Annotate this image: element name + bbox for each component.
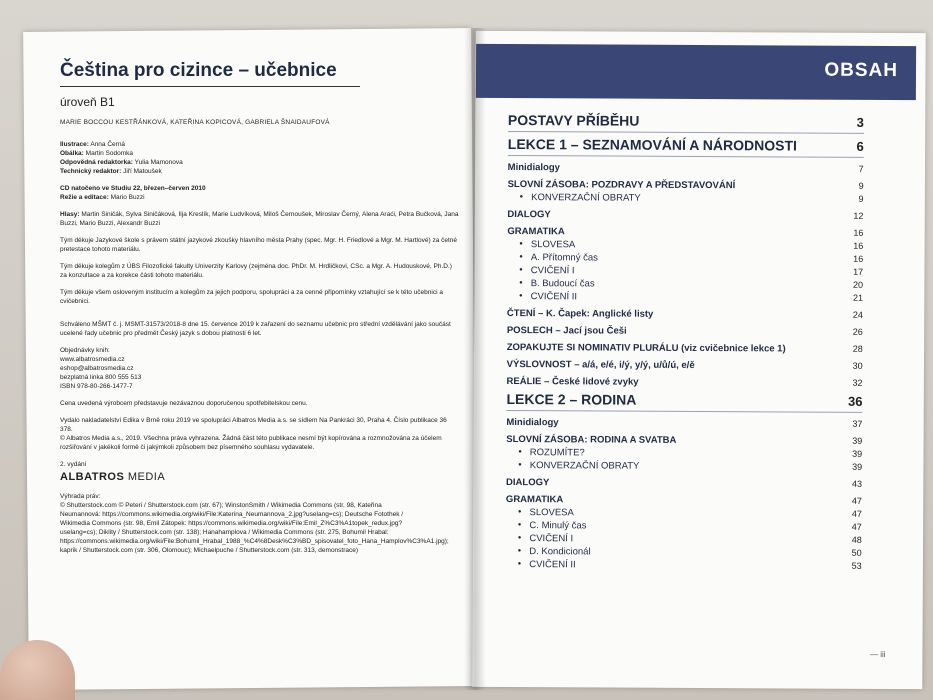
toc-page: 21 <box>852 292 864 303</box>
toc-label: ● SLOVESA <box>519 239 575 250</box>
toc-entry <box>507 209 863 222</box>
toc-label: GRAMATIKA <box>505 493 564 506</box>
toc-label: ● D. Kondicionál <box>518 546 591 557</box>
toc-divider <box>508 155 864 158</box>
toc-entry <box>506 533 862 546</box>
toc-page: 36 <box>847 393 863 409</box>
table-of-contents <box>506 108 864 572</box>
toc-entry <box>507 226 863 239</box>
toc-entry <box>506 447 862 460</box>
toc-label: POSLECH – Jací jsou Češi <box>506 324 627 337</box>
toc-entry <box>506 494 862 507</box>
toc-label: ● A. Přítomný čas <box>519 252 598 263</box>
toc-entry <box>507 342 863 355</box>
toc-label: ● CVIČENÍ I <box>519 265 574 276</box>
contents-banner <box>476 44 916 100</box>
toc-page: 48 <box>851 534 862 545</box>
toc-label: LEKCE 1 – SEZNAMOVÁNÍ A NÁRODNOSTI <box>507 135 797 154</box>
orders: Objednávky knih: www.albatrosmedia.cz eshop@albatrosmedia.cz bezplatná linka 800 555 513 ISBN 978-80-266-1477-7 <box>60 347 142 390</box>
toc-entry <box>507 265 863 278</box>
edition: 2. vydání <box>60 461 87 468</box>
toc-entry <box>507 252 863 265</box>
toc-entry <box>506 434 862 447</box>
toc-label: ČTENÍ – K. Čapek: Anglické listy <box>506 307 654 320</box>
toc-page: 16 <box>853 253 864 264</box>
thanks-2: Tým děkuje kolegům z ÚBS Filozofické fakulty Univerzity Karlovy (zejména doc. PhDr. M. Hrdličkovi, CSc. a Mgr. A. Hudouskové, Ph.D.) za konzultace a za korekce části tohoto materiálu. <box>60 263 452 279</box>
toc-divider <box>508 131 864 134</box>
toc-page: 12 <box>853 210 864 221</box>
toc-page: 50 <box>851 547 862 558</box>
toc-entry <box>507 325 863 338</box>
toc-label: DIALOGY <box>507 208 551 221</box>
toc-page: 32 <box>852 377 863 388</box>
price-note: Cena uvedená výrobcem představuje nezávaznou doporučenou spotřebitelskou cenu. <box>60 400 308 407</box>
toc-label: ● KONVERZAČNÍ OBRATY <box>518 460 639 472</box>
publisher-info: Vydalo nakladatelství Edika v Brně roku 2019 ve spolupráci Albatros Media a.s. se sídlem Na Pankráci 30, Praha 4. Číslo publikace 36 378. <box>60 417 447 433</box>
authors: MARIE BOCCOU KESTŘÁNKOVÁ, KATEŘINA KOPICOVÁ, GABRIELA ŠNAIDAUFOVÁ <box>60 119 330 126</box>
toc-label: ● KONVERZAČNÍ OBRATY <box>520 192 641 204</box>
toc-label: ZOPAKUJTE SI NOMINATIV PLURÁLU (viz cvičebnice lekce 1) <box>506 341 786 355</box>
toc-entry <box>506 477 862 490</box>
toc-label: VÝSLOVNOST – a/á, e/é, i/ý, y/ý, u/ů/ú, e/ě <box>506 358 695 371</box>
thanks-1: Tým děkuje Jazykové škole s právem státní jazykové zkoušky hlavního města Prahy (spec. Mgr. H. Friedlové a Mgr. M. Hartlové) za četné pretestace tohoto materiálu. <box>60 237 458 253</box>
toc-entry <box>507 239 863 252</box>
toc-label: ● B. Budoucí čas <box>519 278 595 289</box>
toc-label: Minidialogy <box>507 161 560 174</box>
page-number: — iii <box>870 650 886 659</box>
toc-label: DIALOGY <box>506 476 550 489</box>
toc-label: ● ROZUMÍTE? <box>518 447 585 458</box>
toc-entry <box>508 192 864 205</box>
toc-divider <box>506 410 862 413</box>
toc-label: POSTAVY PŘÍBĚHU <box>507 111 640 129</box>
toc-page: 39 <box>852 435 863 446</box>
toc-entry <box>506 417 862 430</box>
toc-page: 39 <box>852 448 863 459</box>
credit-line: Technický redaktor: Jiří Matoušek <box>60 168 162 175</box>
toc-entry <box>506 520 862 533</box>
toc-page: 37 <box>852 418 863 429</box>
toc-entry <box>506 507 862 520</box>
toc-page: 39 <box>852 461 863 472</box>
toc-label: LEKCE 2 – RODINA <box>506 390 637 408</box>
toc-entry <box>508 112 864 130</box>
toc-label: ● C. Minulý čas <box>518 520 587 531</box>
toc-page: 20 <box>853 279 864 290</box>
book-title: Čeština pro cizince – učebnice <box>60 60 337 81</box>
toc-entry <box>507 359 863 372</box>
toc-page: 47 <box>851 508 862 519</box>
book-spine <box>464 28 486 690</box>
toc-entry <box>506 546 862 559</box>
credit-line: Odpovědná redaktorka: Yulia Mamonova <box>60 159 183 166</box>
toc-entry <box>508 136 864 154</box>
rights-label: Výhrada práv: <box>60 493 101 500</box>
imprint-page <box>60 60 460 555</box>
toc-entry <box>507 376 863 389</box>
toc-entry <box>506 559 862 572</box>
toc-page: 47 <box>851 521 862 532</box>
toc-label: ● CVIČENÍ I <box>518 533 573 544</box>
toc-entry <box>508 179 864 192</box>
toc-page: 53 <box>851 560 862 571</box>
cd-info: CD natočeno ve Studiu 22, březen–červen 2010 Režie a editace: Mario Buzzi <box>60 185 206 201</box>
toc-page: 3 <box>856 114 864 130</box>
toc-page: 9 <box>858 193 864 204</box>
toc-page: 6 <box>856 138 864 154</box>
toc-entry <box>506 391 862 409</box>
toc-page: 24 <box>852 309 863 320</box>
approval: Schváleno MŠMT č. j. MSMT-31573/2018-8 dne 15. července 2019 k zařazení do seznamu učebnic pro střední vzdělávání jako součást ucelené řady učebnic pro předmět Český jazyk s dobou platnosti 6 let. <box>60 321 451 337</box>
toc-page: 16 <box>853 240 864 251</box>
toc-page: 9 <box>858 180 864 191</box>
contents-heading: OBSAH <box>824 59 899 82</box>
toc-entry <box>507 278 863 291</box>
toc-page: 43 <box>851 478 863 489</box>
credit-line: Obálka: Martin Sodomka <box>60 150 133 157</box>
credit-line: Ilustrace: Anna Černá <box>60 141 126 148</box>
toc-page: 26 <box>852 326 863 337</box>
toc-entry <box>507 308 863 321</box>
copyright: © Albatros Media a.s., 2019. Všechna práva vyhrazena. Žádná část této publikace nesmí být kopírována a rozmnožována za účelem rozšiřování v jakékoli formě či jakýmkoli způsobem bez písemného souhlasu vydavatele. <box>60 435 442 451</box>
toc-label: REÁLIE – České lidové zvyky <box>506 375 639 388</box>
toc-entry <box>507 291 863 304</box>
credits <box>60 140 460 176</box>
toc-label: SLOVNÍ ZÁSOBA: POZDRAVY A PŘEDSTAVOVÁNÍ <box>507 178 736 192</box>
toc-label: Minidialogy <box>506 416 559 429</box>
toc-page: 47 <box>851 495 862 506</box>
toc-page: 28 <box>852 343 863 354</box>
toc-entry <box>508 162 864 175</box>
toc-page: 16 <box>853 227 864 238</box>
toc-label: SLOVNÍ ZÁSOBA: RODINA A SVATBA <box>506 433 677 446</box>
toc-label: ● CVIČENÍ II <box>518 559 576 570</box>
voices: Hlasy: Martin Siničák, Sylva Siničáková, Ilja Kreslík, Marie Ludvíková, Miloš Černoušek, Miroslav Černý, Alena Araći, Petra Bučková, Jana Buzzi, Mario Buzzi, Alexandr Buzzi <box>60 211 459 227</box>
title-divider <box>60 86 360 87</box>
rights-text: © Shutterstock.com © Peteri / Shutterstock.com (str. 67); WinstonSmith / Wikimedia Commons (str. 98, Kateřina Neumannová: https://commons.wikimedia.org/wiki/File:Katerina_Neumannova_2.jpg?uselang=cs); Deutsche Fotothek / Wikimedia Commons (str. 98, Emil Zátopek: https://commons.wikimedia.org/wiki/File:Emil_Z%C3%A1topek_redux.jpg?uselang=cs); Diklity / Shutterstock.com (str. 138); Hanahamplova / Wikimedia Commons (str. 275, Bohumil Hrabal: https://commons.wikimedia.org/wiki/File:Bohumil_Hrabal_1988_%C4%8Desk%C3%BD_spisovatel_foto_Hana_Hamplov%C3%A1.jpg); kaprik / Shutterstock.com (str. 306, Olomouc); Michaelpuche / Shutterstock.com (str. 313, demonstrace) <box>60 502 449 554</box>
toc-label: GRAMATIKA <box>507 225 565 238</box>
toc-page: 7 <box>858 163 864 174</box>
albatros-media-logo: ALBATROS MEDIA <box>60 471 166 483</box>
toc-label: ● CVIČENÍ II <box>519 291 577 302</box>
toc-entry <box>506 460 862 473</box>
thanks-3: Tým děkuje všem osloveným institucím a kolegům za jejich podporu, spolupráci a za cenné připomínky vztahující se k této učebnici a cvičebnici. <box>60 289 443 305</box>
book-level: úroveň B1 <box>60 95 115 109</box>
toc-page: 30 <box>852 360 863 371</box>
toc-page: 17 <box>853 266 864 277</box>
toc-label: ● SLOVESA <box>518 507 574 518</box>
